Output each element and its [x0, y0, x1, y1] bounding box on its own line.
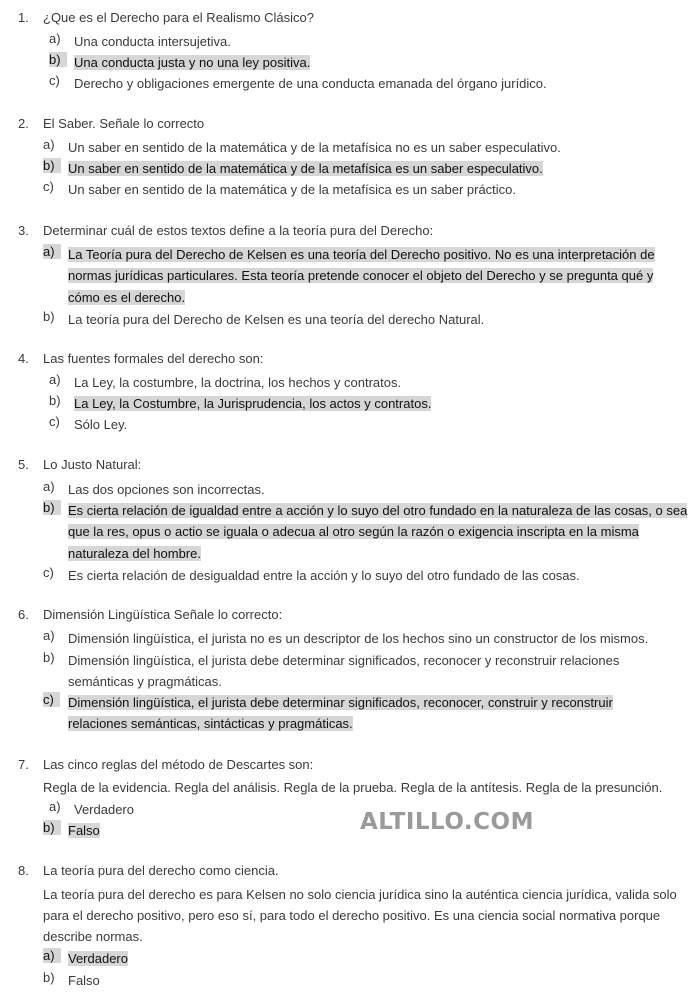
question-7-title: 7. Las cinco reglas del método de Descartes son: [18, 757, 314, 772]
question-3-title: 3. Determinar cuál de estos textos define a la teoría pura del Derecho: [18, 223, 434, 238]
question-1-title: 1. ¿Que es el Derecho para el Realismo Clásico? [18, 10, 314, 25]
question-8-title: 8. La teoría pura del derecho como ciencia. [18, 863, 279, 878]
question-8-statement: La teoría pura del derecho es para Kelsen no solo ciencia jurídica sino la auténtica ciencia jurídica, valida solo para el derecho positivo, pero eso sí, para todo el derecho positivo. Es una ciencia social normativa porque describe normas. [43, 887, 677, 944]
question-4-title: 4. Las fuentes formales del derecho son: [18, 351, 264, 366]
question-6-title: 6. Dimensión Lingüística Señale lo correcto: [18, 607, 283, 622]
watermark: ALTILLO.COM [360, 809, 534, 835]
question-7-statement: Regla de la evidencia. Regla del análisis. Regla de la prueba. Regla de la antítesis. Regla de la presunción. [43, 780, 663, 795]
question-2-title: 2. El Saber. Señale lo correcto [18, 116, 205, 131]
document-page: 1. ¿Que es el Derecho para el Realismo Clásico? a) Una conducta intersujetiva. b) Una conducta justa y no una ley positiva. c) Derecho y obligaciones emergente de una conducta emanada del órgano jurídico. 2. El Saber. Señale lo correcto a) Un saber en sentido de la matemática y de la metafísica no es un saber especulativo. b) Un saber en sentido de la matemática y de la metafísica es un saber especulativo. c) Un saber en sentido de la matemática y de la metafísica es un saber práctico. 3. Determinar cuál de estos textos define a la teoría pura del Derecho: a) La Teoría pura del Derecho de Kelsen es una teoría del Derecho positivo. No es una interpretación de normas jurídicas particulares. Esta teoría pretende conocer el objeto del Derecho y se pregunta qué y cómo es el derecho. b) La teoría pura del Derecho de Kelsen es una teoría del derecho Natural. 4. Las fuentes formales del derecho son: a) La Ley, la costumbre, la doctrina, los hechos y contratos. b) La Ley, la Costumbre, la Jurisprudencia, los actos y contratos. c) Sólo Ley. 5. Lo Justo Natural: a) Las dos opciones son incorrectas. b) Es cierta relación de igualdad entre a acción y lo suyo del otro fundado en la naturaleza de las cosas, o sea que la res, opus o actio se iguala o adecua al otro según la razón o exigencia inscripta en la misma naturaleza del hombre. c) Es cierta relación de desigualdad entre la acción y lo suyo del otro fundado de las cosas. 6. Dimensión Lingüística Señale lo correcto: a) Dimensión lingüística, el jurista no es un descriptor de los hechos sino un constructor de los mismos. b) Dimensión lingüística, el jurista debe determinar significados, reconocer y reconstruir relaciones semánticas y pragmáticas. c) Dimensión lingüística, el jurista debe determinar significados, reconocer, construir y reconstruir relaciones semánticas, sintácticas y pragmáticas. 7. Las cinco reglas del método de Descartes son: Regla de la evidencia. Regla del análisis. Regla de la prueba. Regla de la antítesis. Regla de la presunción. a) Verdadero b) Falso ALTILLO.COM 8. La teoría pura del derecho como ciencia. La teoría pura del derecho es para Kelsen no solo ciencia jurídica sino la auténtica ciencia jurídica, valida solo para el derecho positivo, pero eso sí, para todo el derecho positivo. Es una ciencia social normativa porque describe normas. a) Verdadero b) Falso [0, 0, 700, 994]
question-5-title: 5. Lo Justo Natural: [18, 457, 142, 472]
